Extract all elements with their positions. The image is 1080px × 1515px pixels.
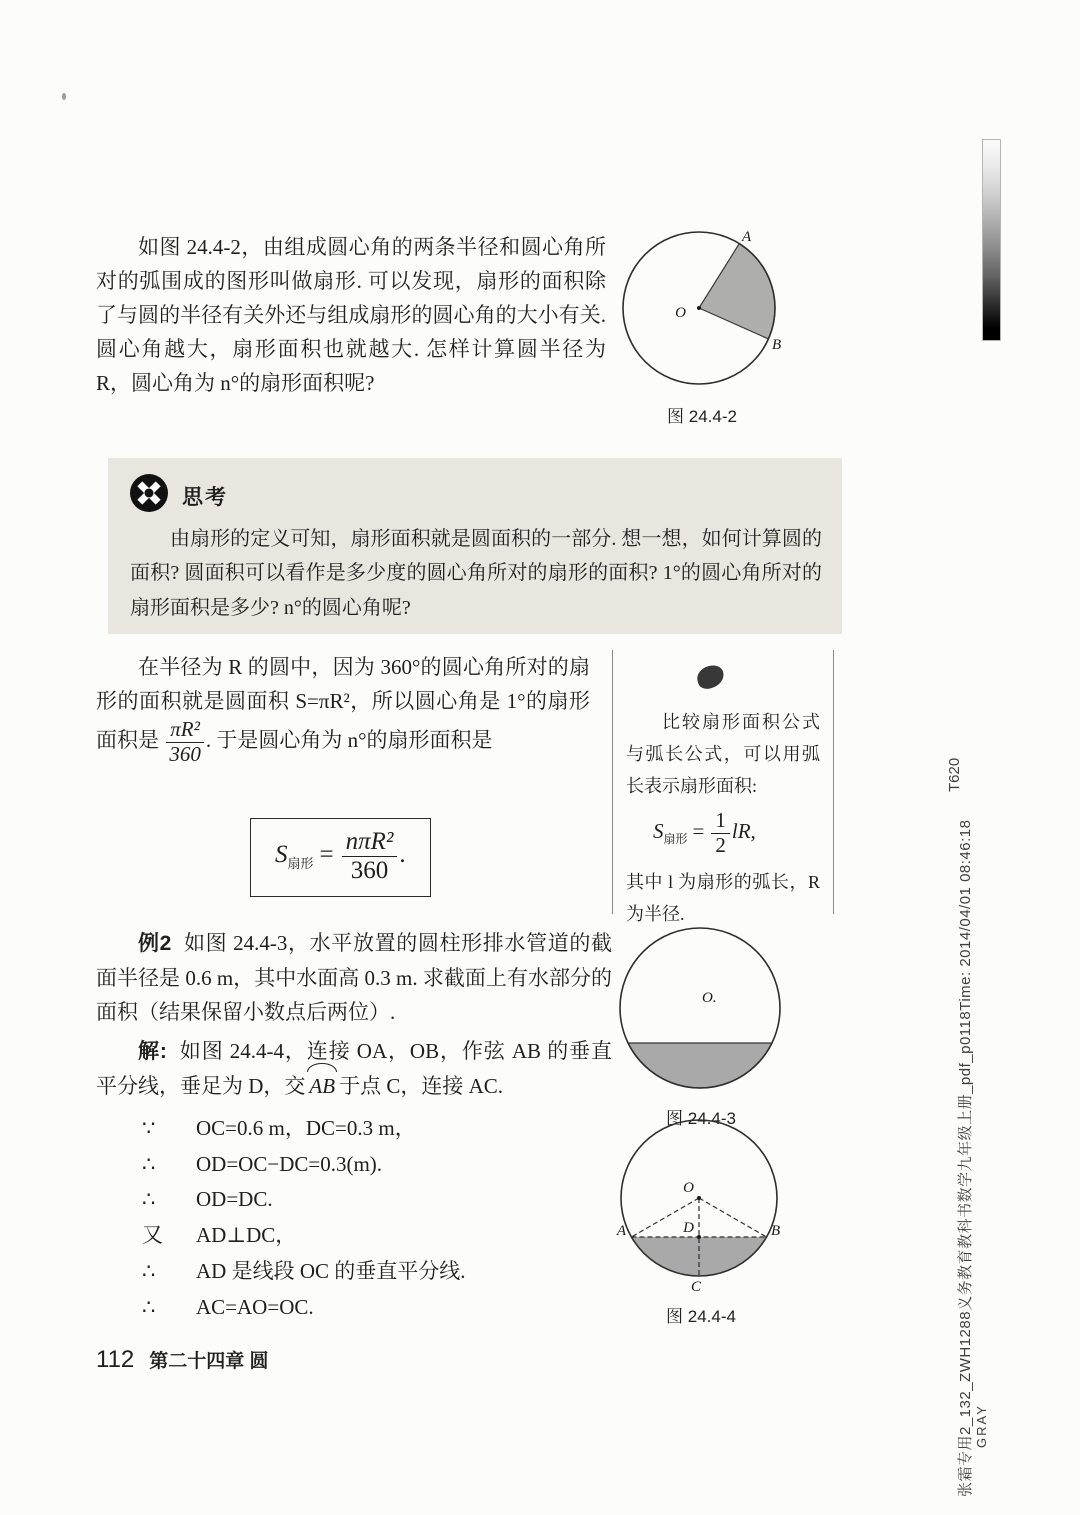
example-statement-paragraph: [96, 926, 612, 1029]
formula-fraction: $\frac{\text{nπR²}}{360}$: [340, 828, 400, 885]
sector-diagram: [616, 228, 788, 394]
margin-note: [612, 650, 834, 925]
label-d: D: [683, 1220, 694, 1236]
figure-caption: 图 24.4-3: [666, 1109, 736, 1128]
label-a: A: [616, 1223, 626, 1239]
figure-24-4-2: [616, 228, 788, 427]
inline-fraction: $\frac{\text{πR²}}{360}$: [164, 718, 206, 766]
derivation-paragraph: [96, 650, 590, 766]
think-icon: [128, 472, 170, 519]
page-footer: [96, 1346, 269, 1374]
label-b: B: [772, 337, 782, 353]
figure-24-4-3: [612, 924, 790, 1129]
margin-note-text: 比较扇形面积公式与弧长公式，可以用弧长表示扇形面积:: [626, 712, 820, 797]
gray-label: GRAY: [974, 1404, 989, 1448]
think-title: 思考: [182, 485, 228, 509]
proof-step: ∴ OD=DC.: [142, 1187, 273, 1212]
sector-shaded-region: [699, 244, 775, 339]
label-a: A: [742, 229, 752, 245]
solution-label: 解:: [138, 1040, 167, 1064]
sector-area-formula-box: [250, 818, 431, 897]
formula-lhs-subscript: 扇形: [287, 856, 314, 872]
proof-steps: [96, 1111, 612, 1325]
pipe-diagram: [612, 924, 790, 1096]
page-number: 112: [96, 1346, 135, 1373]
construction-diagram: [610, 1116, 792, 1294]
label-o: O: [675, 305, 686, 321]
think-header: [128, 472, 228, 519]
proof-step: ∴ AC=AO=OC.: [142, 1294, 314, 1319]
margin-note-text-2: 其中 l 为扇形的弧长，R 为半径.: [626, 872, 820, 925]
point-d-dot: [697, 1235, 701, 1239]
water-shaded-region: [628, 1043, 772, 1088]
think-box: [108, 458, 842, 634]
ink-blob: [695, 663, 727, 691]
derivation-text-after: . 于是圆心角为 n°的扇形面积是: [205, 727, 493, 752]
example-statement: 如图 24.4-3，水平放置的圆柱形排水管道的截面半径是 0.6 m，其中水面高 0.3 m. 求截面上有水部分的面积（结果保留小数点后两位）.: [96, 931, 612, 1025]
example-label: 例2: [138, 932, 172, 955]
proof-step: ∵ OC=0.6 m，DC=0.3 m，: [142, 1116, 416, 1141]
scan-speck: [62, 93, 66, 100]
figure-caption: 图 24.4-2: [667, 407, 737, 426]
label-c: C: [690, 1279, 702, 1294]
proof-step: 又 AD⊥DC，: [142, 1223, 297, 1248]
label-o: O: [683, 1180, 694, 1196]
figure-24-4-4: [610, 1116, 792, 1327]
formula-period: .: [399, 841, 406, 869]
example-2-section: [96, 926, 612, 1325]
arc-ab: AB: [309, 1069, 335, 1103]
equals-sign: =: [319, 841, 334, 869]
proof-step: ∴ AD 是线段 OC 的垂直平分线.: [142, 1258, 466, 1283]
radius-ob-dashed: [699, 1198, 767, 1237]
label-o: O.: [702, 990, 717, 1006]
note-fraction: $\frac{1}{2}$: [709, 809, 732, 857]
chapter-title: 第二十四章 圆: [149, 1351, 269, 1372]
label-b: B: [771, 1223, 781, 1239]
point-o-dot: [697, 1196, 701, 1200]
watermark-stamp: 张霜专用2_132_ZWH1288义务教育教科书数学九年级上册_pdf_p0118Time: 2014/04/01 08:46:18: [957, 819, 974, 1497]
print-code-stamp: T620: [946, 757, 963, 792]
figure-caption: 图 24.4-4: [666, 1307, 736, 1326]
derivation-text-before: 在半径为 R 的圆中，因为 360°的圆心角所对的扇形的面积就是圆面积 S=πR²，所以圆心角是 1°的扇形面积是: [96, 655, 590, 752]
solution-paragraph: 解: 如图 24.4-4，连接 OA，OB，作弦 AB 的垂直平分线，垂足为 D，交 AB 于点 C，连接 AC.: [96, 1034, 612, 1103]
center-dot: [697, 306, 701, 310]
intro-paragraph: 如图 24.4-2，由组成圆心角的两条半径和圆心角所对的弧围成的图形叫做扇形. 可以发现，扇形的面积除了与圆的半径有关外还与组成扇形的圆心角的大小有关. 圆心角越大，扇形面积也就越大. 怎样计算圆半径为 R，圆心角为 n°的扇形面积呢?: [96, 235, 606, 396]
grayscale-calibration-bar: [983, 140, 1000, 340]
proof-step: ∴ OD=OC−DC=0.3(m).: [142, 1151, 383, 1176]
think-body: 由扇形的定义可知，扇形面积就是圆面积的一部分. 想一想，如何计算圆的面积? 圆面积可以看作是多少度的圆心角所对的扇形的面积? 1°的圆心角所对的扇形面积是多少? n°的圆心角呢?: [130, 528, 822, 619]
formula-lhs: S: [275, 841, 288, 869]
arc-length-area-formula: $S_{扇形}$ = $\frac{1}{2}$ lR,: [653, 808, 756, 857]
